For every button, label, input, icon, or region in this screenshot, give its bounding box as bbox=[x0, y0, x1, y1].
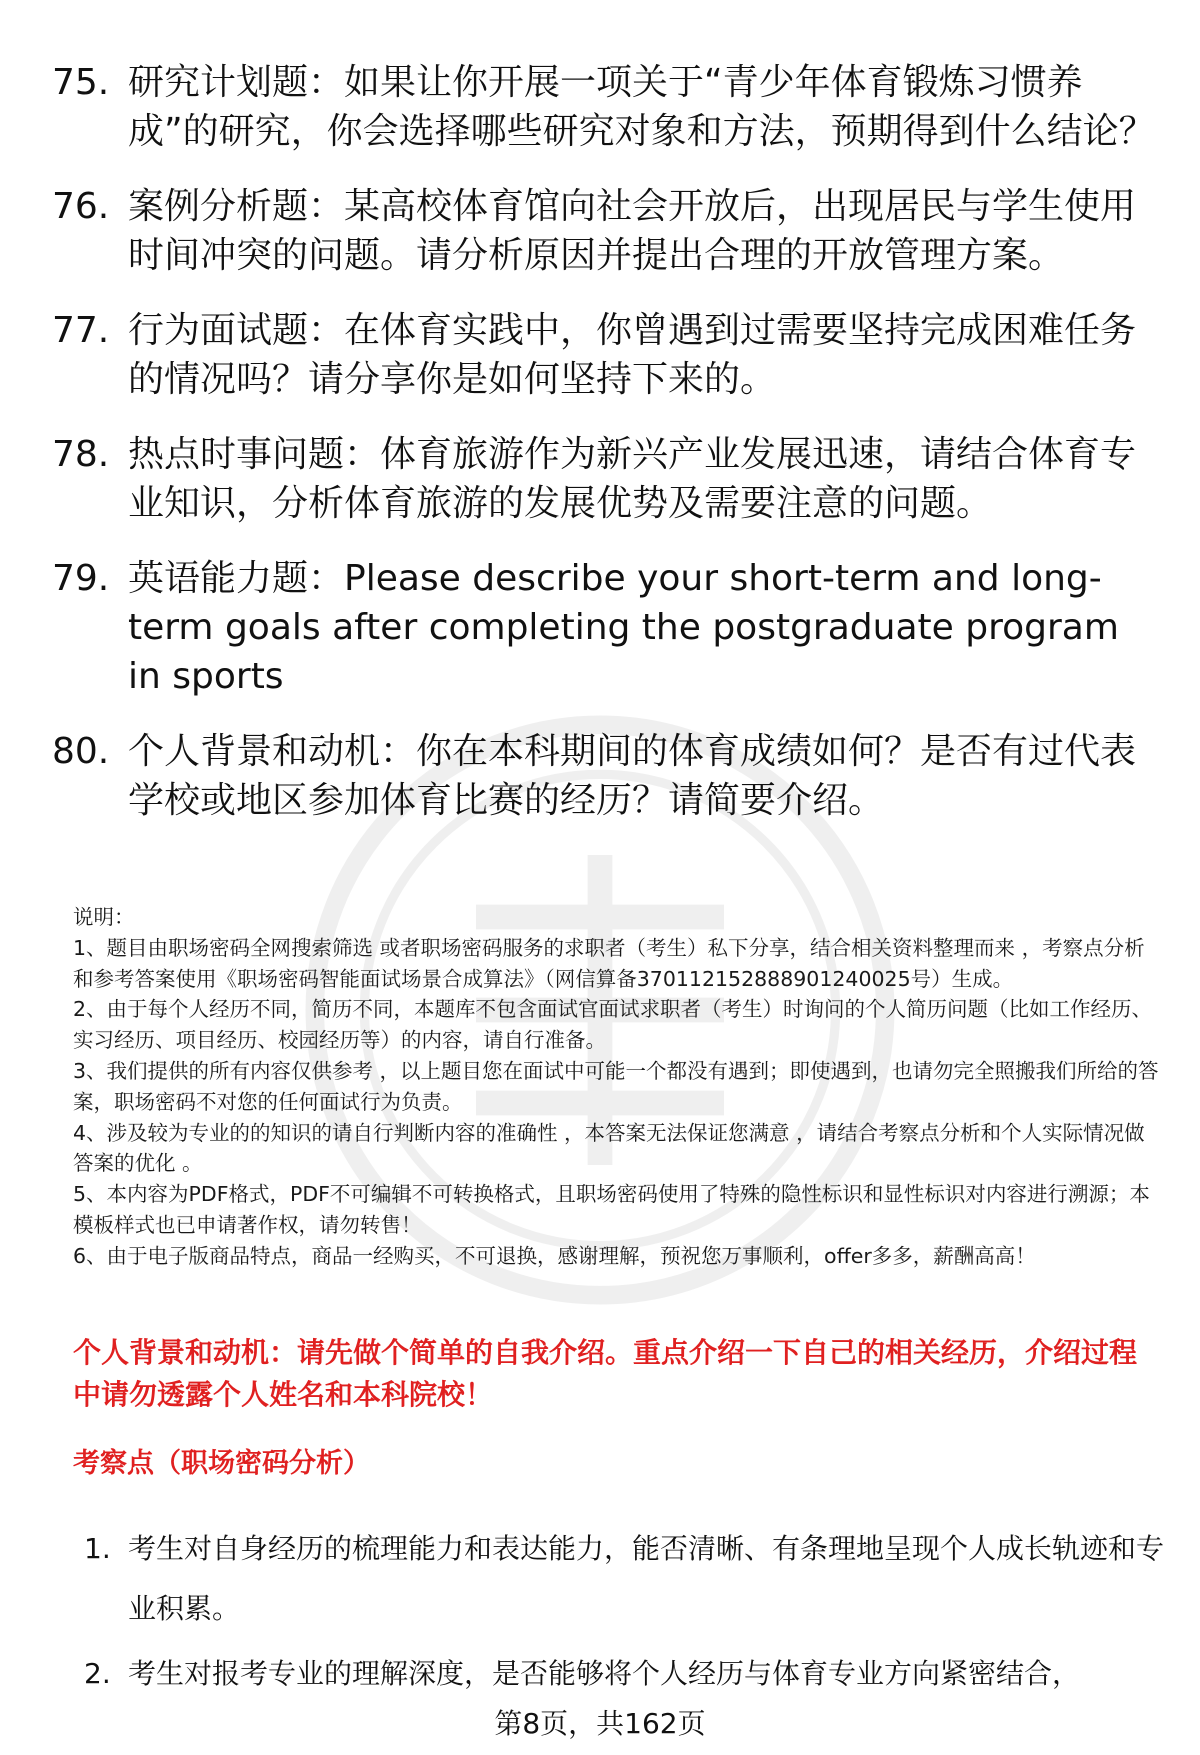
analysis-point bbox=[84, 1519, 1164, 1639]
note-item: 1、题目由职场密码全网搜索筛选 或者职场密码服务的求职者（考生）私下分享，结合相关资料整理而来 ，考察点分析和参考答案使用《职场密码智能面试场景合成算法》（网信算备370112152888901240025号）生成。 bbox=[73, 935, 1145, 991]
question-text: 研究计划题：如果让你开展一项关于“青少年体育锻炼习惯养成”的研究，你会选择哪些研究对象和方法，预期得到什么结论？ bbox=[128, 62, 1155, 152]
note-item: 2、由于每个人经历不同，简历不同，本题库不包含面试官面试求职者（考生）时询问的个人简历问题（比如工作经历、实习经历、项目经历、校园经历等）的内容，请自行准备。 bbox=[73, 997, 1153, 1053]
question-item bbox=[52, 554, 1162, 701]
question-number: 77. bbox=[52, 310, 110, 351]
notes-title: 说明： bbox=[73, 905, 135, 929]
point-text: 考生对报考专业的理解深度，是否能够将个人经历与体育专业方向紧密结合， bbox=[128, 1657, 1081, 1690]
note-item: 4、涉及较为专业的的知识的请自行判断内容的准确性 ，本答案无法保证您满意 ，请结合考察点分析和个人实际情况做答案的优化 。 bbox=[73, 1120, 1145, 1176]
question-text: 个人背景和动机：你在本科期间的体育成绩如何？是否有过代表学校或地区参加体育比赛的经历？请简要介绍。 bbox=[128, 731, 1137, 821]
question-number: 75. bbox=[52, 62, 110, 103]
question-number: 80. bbox=[52, 731, 110, 772]
point-number: 1. bbox=[84, 1532, 111, 1565]
question-item bbox=[52, 430, 1162, 528]
point-number: 2. bbox=[84, 1657, 111, 1690]
question-number: 78. bbox=[52, 434, 110, 475]
note-item: 6、由于电子版商品特点，商品一经购买，不可退换，感谢理解，预祝您万事顺利，offer多多，薪酬高高！ bbox=[73, 1243, 1036, 1268]
analysis-point-list bbox=[84, 1519, 1164, 1709]
question-text: 英语能力题：Please describe your short-term and long-term goals after completing the postgraduate program in sports bbox=[128, 558, 1119, 697]
point-text: 考生对自身经历的梳理能力和表达能力，能否清晰、有条理地呈现个人成长轨迹和专业积累。 bbox=[128, 1532, 1165, 1625]
question-item bbox=[52, 58, 1162, 156]
page-footer: 第8页，共162页 bbox=[494, 1707, 706, 1740]
question-item bbox=[52, 306, 1162, 404]
note-item: 3、我们提供的所有内容仅供参考 ，以上题目您在面试中可能一个都没有遇到；即使遇到，也请勿完全照搬我们所给的答案，职场密码不对您的任何面试行为负责。 bbox=[73, 1058, 1159, 1114]
question-number: 79. bbox=[52, 558, 110, 599]
notes-section bbox=[73, 902, 1163, 1272]
question-item bbox=[52, 182, 1162, 280]
question-text: 行为面试题：在体育实践中，你曾遇到过需要坚持完成困难任务的情况吗？请分享你是如何坚持下来的。 bbox=[128, 310, 1137, 400]
question-number: 76. bbox=[52, 186, 110, 227]
question-text: 热点时事问题：体育旅游作为新兴产业发展迅速，请结合体育专业知识，分析体育旅游的发展优势及需要注意的问题。 bbox=[128, 434, 1137, 524]
section-question-heading: 个人背景和动机：请先做个简单的自我介绍。重点介绍一下自己的相关经历，介绍过程中请勿透露个人姓名和本科院校！ bbox=[73, 1336, 1138, 1411]
question-item bbox=[52, 727, 1162, 825]
question-text: 案例分析题：某高校体育馆向社会开放后，出现居民与学生使用时间冲突的问题。请分析原因并提出合理的开放管理方案。 bbox=[128, 186, 1137, 276]
analysis-heading: 考察点（职场密码分析） bbox=[73, 1448, 370, 1479]
question-list bbox=[52, 58, 1162, 851]
note-item: 5、本内容为PDF格式，PDF不可编辑不可转换格式，且职场密码使用了特殊的隐性标识和显性标识对内容进行溯源；本模板样式也已申请著作权，请勿转售！ bbox=[73, 1182, 1150, 1237]
analysis-point bbox=[84, 1644, 1164, 1704]
